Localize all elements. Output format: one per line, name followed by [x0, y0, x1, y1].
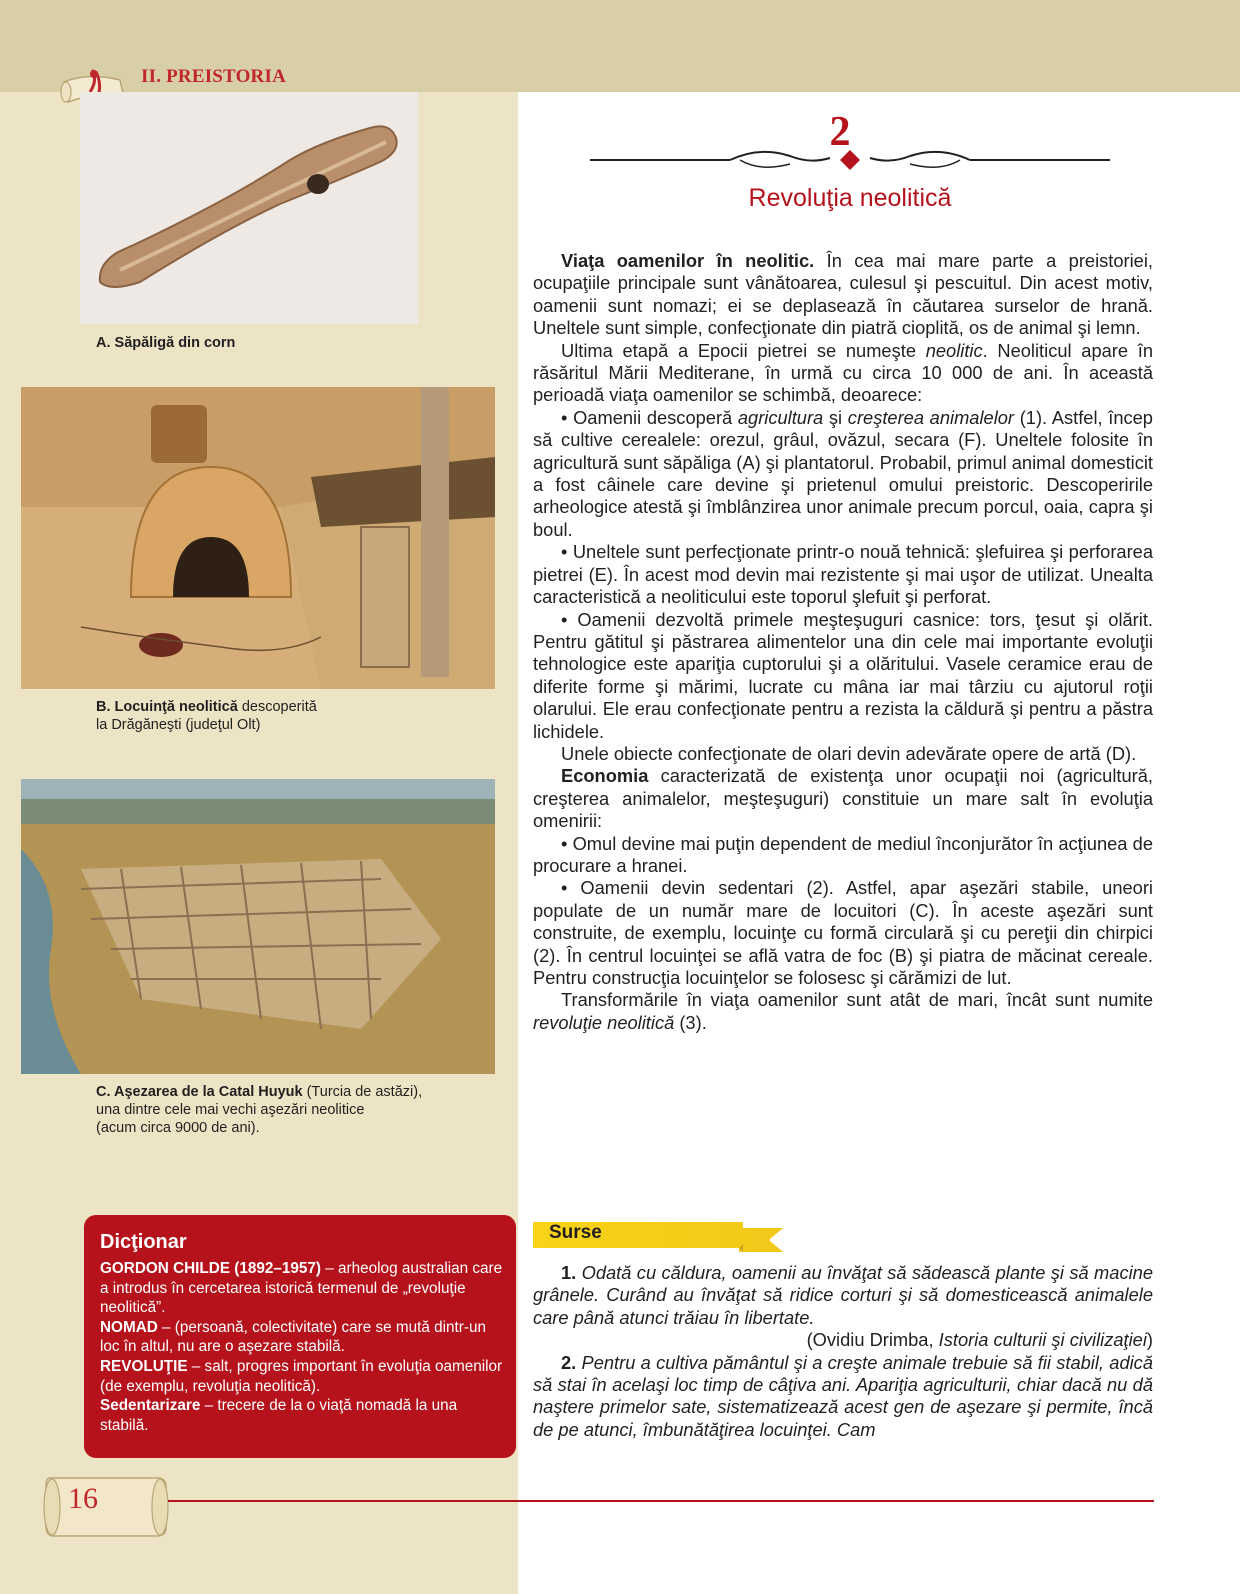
- dictionary-term: NOMAD: [100, 1318, 158, 1336]
- paragraph-heading: Viaţa oamenilor în neolitic.: [561, 250, 815, 271]
- term-revolutie-neolitica: revoluţie neolitică: [533, 1011, 675, 1033]
- caption-figure-c-line2: una dintre cele mai vechi aşezări neolitice: [96, 1102, 365, 1118]
- paragraph-text: (3).: [674, 1011, 707, 1033]
- lesson-title: Revoluţia neolitică: [748, 184, 952, 212]
- page-number: 16: [68, 1482, 98, 1515]
- citation-author: (Ovidiu Drimba,: [806, 1329, 939, 1351]
- dictionary-entry: [100, 1396, 506, 1435]
- paragraph-art: Unele obiecte confecţionate de olari devin adevărate opere de artă (D).: [561, 742, 1137, 764]
- source-1-citation: [533, 1329, 1153, 1351]
- dictionary-box: [84, 1215, 516, 1458]
- paragraph-neolithic-life: [533, 250, 1153, 340]
- dictionary-term: Sedentarizare: [100, 1397, 201, 1415]
- bullet-text: (1). Astfel, încep să cultive cerealele: orezul, grâul, ovăzul, secara (F). Uneltele folosite în agricultură sunt săpăliga (A) şi plantatorul. Probabil, primul animal domesticit a fost câinele care devine şi prietenul omului preistoric. Descoperirile arheologice atestă şi îmblânzirea unor animale precum porcul, oaia, capra şi boul.: [533, 406, 1153, 540]
- bullet-crafts: • Oamenii dezvoltă primele meşteşuguri casnice: tors, ţesut şi olărit. Pentru gătitul şi păstrarea alimentelor una din cele mai importante evoluţii tehnologice este apariţia cuptorului şi a olăritului. Vasele ceramice erau de diferite forme şi mărimi, lucrate cu mâna iar mai târziu cu ajutorul roţii olarului. Ele erau confecţionate pentru a rezista la căldură şi pentru a păstra lichidele.: [533, 608, 1153, 742]
- dictionary-entries: [100, 1259, 506, 1435]
- dictionary-entry: [100, 1318, 506, 1357]
- caption-figure-b-line2: la Drăgăneşti (judeţul Olt): [96, 717, 261, 733]
- paragraph-conclusion: [533, 989, 1153, 1034]
- photo-antler-hoe: [80, 92, 418, 324]
- sources-label: Surse: [549, 1222, 602, 1243]
- term-cresterea-animalelor: creşterea animalelor: [847, 406, 1015, 428]
- term-neolitic: neolitic: [925, 339, 983, 361]
- source-number: 1.: [561, 1262, 577, 1283]
- caption-figure-c-label: C. Aşezarea de la Catal Huyuk: [96, 1084, 303, 1100]
- source-2: [533, 1352, 1153, 1442]
- bullet-tools: • Uneltele sunt perfecţionate printr-o nouă tehnică: şlefuirea şi perforarea pietrei (E). În acest mod devin mai rezistente şi mai uşor de utilizat. Unealta caracteristică a neoliticului este toporul şlefuit şi perforat.: [533, 541, 1153, 608]
- bullet-sedentary: • Oamenii devin sedentari (2). Astfel, apar aşezări stabile, uneori populate de un număr mare de locuitori (C). În aceste aşezări sunt construite, de exemplu, locuinţe cu formă circulară şi cu pereţii din chirpici (2). În centrul locuinţei se află vatra de foc (B) şi piatra de măcinat cereale. Pentru construcţia locuinţelor se folosesc şi cărămizi de lut.: [533, 877, 1153, 988]
- paragraph-text: Ultima etapă a Epocii pietrei se numeşte: [561, 339, 926, 361]
- bullet-text: • Oamenii descoperă: [561, 406, 738, 428]
- citation-work: Istoria culturii şi civilizaţiei: [938, 1329, 1147, 1351]
- bullet-agriculture: [533, 407, 1153, 541]
- dictionary-entry: [100, 1357, 506, 1396]
- caption-figure-b-label: B. Locuinţă neolitică: [96, 699, 238, 715]
- paragraph-neolithic-definition: [533, 340, 1153, 407]
- term-agricultura: agricultura: [737, 406, 824, 428]
- paragraph-text: caracterizată de existenţa unor ocupaţii noi (agricultură, creşterea animalelor, meşteşuguri) constituie un mare salt în evoluţia omenirii:: [533, 765, 1153, 832]
- dictionary-term: GORDON CHILDE (1892–1957): [100, 1260, 322, 1277]
- paragraph-heading: Economia: [561, 765, 649, 787]
- citation-close: ): [1146, 1329, 1153, 1351]
- dictionary-definition: – (persoană, colectivitate) care se mută dintr-un loc în altul, nu are o aşezare stabilă.: [100, 1318, 486, 1356]
- source-quote: Odată cu căldura, oamenii au învăţat să sădească plante şi să macine grânele. Curând au învăţat să ridice corturi şi să domesticească animalele care până atunci trăiau în libertate.: [533, 1262, 1153, 1328]
- source-quote: Pentru a cultiva pământul şi a creşte animale trebuie să fii stabil, adică să stai în acelaşi loc timp de câţiva ani. Apariţia agriculturii, chiar dacă nu dă naştere primelor sate, sistematizează acest gen de aşezare şi permite, încă de pe atunci, îmbunătăţirea locuinţei. Cam: [533, 1351, 1153, 1440]
- dictionary-term: REVOLUŢIE: [100, 1357, 188, 1375]
- footer-divider: [168, 1500, 1154, 1502]
- chapter-title: II. PREISTORIA: [141, 66, 286, 87]
- paragraph-text: Transformările în viaţa oamenilor sunt atât de mari, încât sunt numite: [561, 989, 1153, 1011]
- caption-figure-b: [96, 698, 416, 734]
- dictionary-entry: [100, 1259, 506, 1318]
- page-number-scroll: [40, 1470, 170, 1540]
- source-number: 2.: [561, 1351, 577, 1373]
- caption-figure-c-text: (Turcia de astăzi),: [302, 1084, 423, 1100]
- caption-figure-c-line3: (acum circa 9000 de ani).: [96, 1120, 260, 1136]
- paragraph-text: În cea mai mare parte a preistoriei, ocupaţiile principale sunt vânătoarea, culesul şi pescuitul. Din acest motiv, oamenii sunt nomazi; ei se deplasează în căutarea surselor de hrană. Uneltele sunt simple, confecţionate din piatră cioplită, os de animal şi lemn.: [533, 250, 1153, 339]
- sources-text: [533, 1262, 1153, 1441]
- caption-figure-a: [96, 334, 396, 352]
- bullet-text: şi: [823, 406, 848, 428]
- source-1: [533, 1262, 1153, 1329]
- lesson-number: 2: [829, 109, 851, 155]
- paragraph-economy: [533, 765, 1153, 832]
- caption-figure-a-label: A. Săpăligă din corn: [96, 335, 236, 351]
- paragraph-text: . Neoliticul apare în răsăritul Mării Mediterane, în urmă cu circa 10 000 de ani. În această perioadă viaţa oamenilor se schimbă, deoarece:: [533, 339, 1153, 406]
- photo-neolithic-dwelling: [21, 387, 495, 689]
- bullet-environment: • Omul devine mai puţin dependent de mediul înconjurător în acţiunea de procurare a hranei.: [533, 832, 1153, 876]
- dictionary-definition: – trecere de la o viaţă nomadă la una stabilă.: [100, 1397, 458, 1434]
- photo-catal-huyuk: [21, 779, 495, 1074]
- caption-figure-c: [96, 1083, 496, 1137]
- caption-figure-b-text: descoperită: [237, 699, 317, 715]
- dictionary-title: Dicţionar: [100, 1231, 187, 1253]
- lesson-body: [533, 250, 1153, 1034]
- dictionary-definition: – arheolog australian care a introdus în cercetarea istorică termenul de „revoluţie neolitică”.: [100, 1260, 503, 1317]
- dictionary-definition: – salt, progres important în evoluţia oamenilor (de exemplu, revoluţia neolitică).: [100, 1357, 503, 1395]
